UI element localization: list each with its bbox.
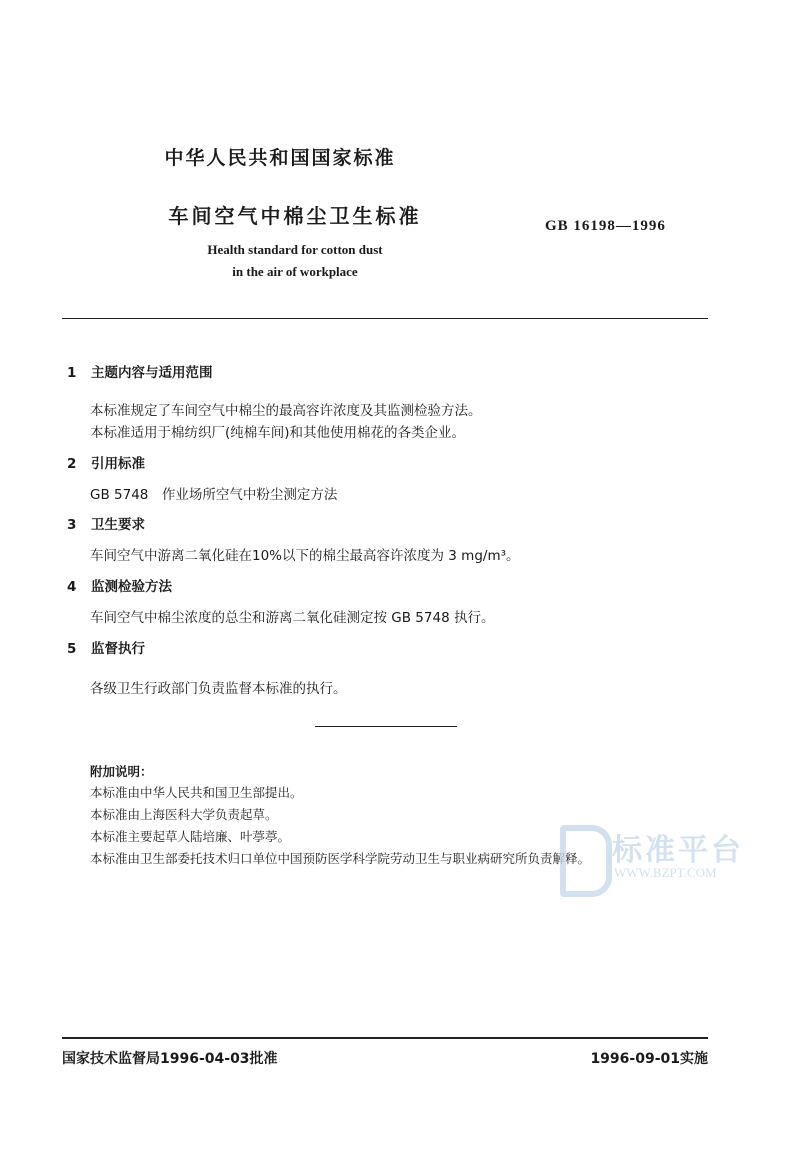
section-title: 卫生要求 xyxy=(91,517,145,533)
notes-heading: 附加说明： xyxy=(90,764,153,779)
document-title: 车间空气中棉尘卫生标准 xyxy=(168,204,422,228)
english-title-line1: Health standard for cotton dust xyxy=(207,242,383,257)
end-divider xyxy=(315,726,457,727)
section-1-heading xyxy=(67,361,213,381)
section-title: 引用标准 xyxy=(91,456,145,472)
section-number: 5 xyxy=(67,641,77,657)
section-title: 监督执行 xyxy=(91,641,145,657)
notes-line: 本标准由上海医科大学负责起草。 xyxy=(90,807,278,822)
standard-category: 中华人民共和国国家标准 xyxy=(164,147,396,169)
english-title-line2: in the air of workplace xyxy=(232,264,358,279)
notes-line: 本标准由中华人民共和国卫生部提出。 xyxy=(90,785,303,800)
section-2-heading xyxy=(67,452,145,472)
section-2-line: GB 5748 作业场所空气中粉尘测定方法 xyxy=(90,487,338,503)
section-number: 1 xyxy=(67,365,77,381)
approval-date: 国家技术监督局1996-04-03批准 xyxy=(62,1051,278,1067)
section-3-line: 车间空气中游离二氧化硅在10%以下的棉尘最高容许浓度为 3 mg/m³。 xyxy=(90,548,520,564)
section-1-line: 本标准适用于棉纺织厂(纯棉车间)和其他使用棉花的各类企业。 xyxy=(90,425,466,441)
section-4-line: 车间空气中棉尘浓度的总尘和游离二氧化硅测定按 GB 5748 执行。 xyxy=(90,610,495,626)
section-number: 3 xyxy=(67,517,77,533)
section-5-heading xyxy=(67,637,145,657)
section-5-line: 各级卫生行政部门负责监督本标准的执行。 xyxy=(90,681,347,697)
footer-divider xyxy=(62,1037,708,1039)
standard-code: GB 16198—1996 xyxy=(545,218,666,234)
header-divider xyxy=(62,318,708,319)
section-number: 2 xyxy=(67,456,77,472)
effective-date: 1996-09-01实施 xyxy=(590,1051,708,1067)
notes-line: 本标准由卫生部委托技术归口单位中国预防医学科学院劳动卫生与职业病研究所负责解释。 xyxy=(90,851,591,866)
section-1-line: 本标准规定了车间空气中棉尘的最高容许浓度及其监测检验方法。 xyxy=(90,403,482,419)
section-3-heading xyxy=(67,513,145,533)
logo-b-icon xyxy=(560,825,612,897)
notes-line: 本标准主要起草人陆培廉、叶葶葶。 xyxy=(90,829,291,844)
watermark-url: WWW.BZPT.COM xyxy=(614,865,717,880)
section-number: 4 xyxy=(67,579,77,595)
section-title: 主题内容与适用范围 xyxy=(91,365,213,381)
watermark-name: 标准平台 xyxy=(612,833,744,868)
section-title: 监测检验方法 xyxy=(91,579,172,595)
section-4-heading xyxy=(67,575,172,595)
